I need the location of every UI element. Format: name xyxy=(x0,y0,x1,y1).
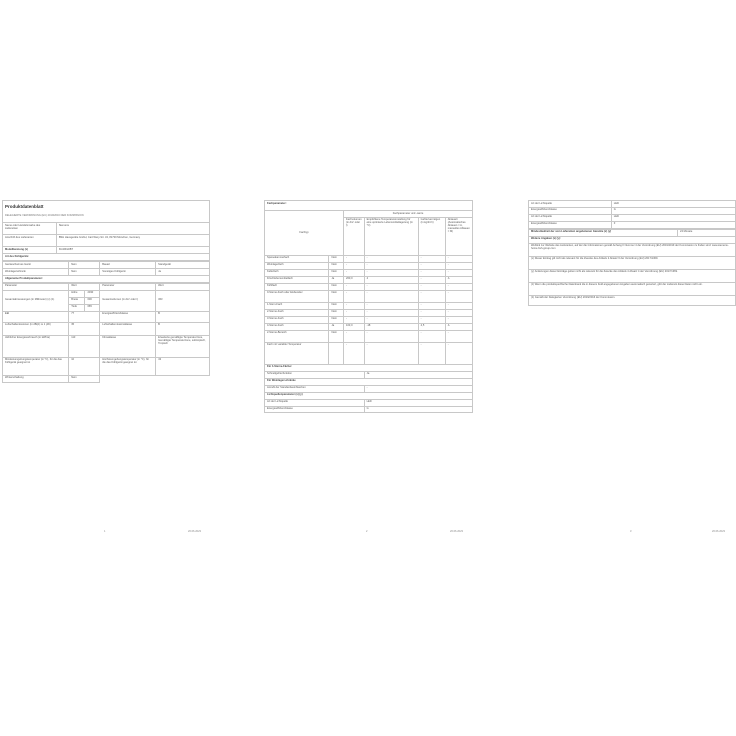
cell: A xyxy=(445,323,472,330)
header-cell: Fachvolumen (in dm³ oder l) xyxy=(344,217,365,255)
cell: - xyxy=(364,255,418,262)
section-heading: Fachparameter: xyxy=(265,201,473,211)
table-row xyxy=(3,283,210,290)
cell: F xyxy=(611,221,735,228)
cell: Fach mit variabler Temperatur xyxy=(265,342,329,364)
cell: Standgerät xyxy=(156,262,210,269)
table-row xyxy=(265,323,473,330)
cell: - xyxy=(445,342,472,364)
cell: - xyxy=(364,330,418,342)
cell: - xyxy=(445,290,472,302)
cell: Nein xyxy=(329,255,344,262)
cell: Luftschallemissionen (in dB(A) re 1 pW) xyxy=(3,322,69,335)
cell: - xyxy=(418,269,445,276)
cell: Luftschallemissionsklasse xyxy=(100,322,156,335)
page-2 xyxy=(264,200,473,413)
page-number: 3 xyxy=(630,530,632,533)
cell: 1-Stern-Fach xyxy=(265,302,329,309)
cell: Höhe xyxy=(69,290,85,297)
cell: Erweiterte gemäßigte Temperaturzone, Gemäßigte Temperaturzone, subtropisch, Tropisch xyxy=(156,335,210,357)
row-value: KG39NAIBT xyxy=(56,247,209,254)
cell: Frischlebensmittelfach xyxy=(265,276,329,283)
cell: Höchstumgebungstemperatur (in °C), für die das Kühlgerät geeignet ist xyxy=(100,357,156,375)
cell: Art der Lichtquelle xyxy=(529,201,612,208)
cell: - xyxy=(364,385,472,392)
cell: Nein xyxy=(329,316,344,323)
cell: - xyxy=(364,342,418,364)
cell: - xyxy=(418,276,445,283)
cell: 3-Sterne-Fach xyxy=(265,316,329,323)
cell: Energieeffizienzklasse xyxy=(529,207,612,214)
cell: Weinlagerschrank xyxy=(3,269,69,276)
cell: Ja xyxy=(156,269,210,276)
table-row xyxy=(265,262,473,269)
cell: Nein xyxy=(69,262,100,269)
cell: Nein xyxy=(329,330,344,342)
table-row xyxy=(265,330,473,342)
page-number: 2 xyxy=(366,530,368,533)
cell: 10 xyxy=(69,357,100,375)
cell: Energieeffizienzklasse xyxy=(100,311,156,322)
cell: Nein xyxy=(329,309,344,316)
cell: 600 xyxy=(85,297,100,304)
cell: - xyxy=(344,330,365,342)
section-heading: Art des Kühlgeräts: xyxy=(3,254,210,261)
cell: 665 xyxy=(85,304,100,311)
cell: A xyxy=(445,276,472,283)
cell: 260,0 xyxy=(344,276,365,283)
table-row xyxy=(3,335,210,357)
cell: 103,0 xyxy=(344,323,365,330)
table-row xyxy=(529,201,736,208)
cell: - xyxy=(344,342,365,364)
cell: - xyxy=(418,302,445,309)
cell: - xyxy=(364,302,418,309)
footnote: (z) Wenn die produktspezifische Datenbank die in diesem Feld angegebenen Angaben automatisch generiert, gibt der Lieferant diese Daten nicht ein. xyxy=(529,282,736,295)
cell: - xyxy=(445,269,472,276)
cell: - xyxy=(418,342,445,364)
header-cell: Gefriervermögen (in kg/24 h) xyxy=(418,217,445,255)
cell: - xyxy=(418,316,445,323)
cell: Art der Lichtquelle xyxy=(529,214,612,221)
cell: - xyxy=(445,255,472,262)
table-row xyxy=(265,342,473,364)
cell: Klimaklasse xyxy=(100,335,156,357)
cell: 363 xyxy=(156,290,210,311)
cell: - xyxy=(344,269,365,276)
cell: 43 xyxy=(156,357,210,375)
cell: B xyxy=(156,322,210,335)
cell: Geräuscharmes Gerät xyxy=(3,262,69,269)
cell: 2-Sterne-Bereich xyxy=(265,330,329,342)
cell: G xyxy=(611,207,735,214)
header-cell: Wert xyxy=(156,283,210,290)
cell: Anzahl der Standardweinflaschen xyxy=(265,385,365,392)
cell: Speisekammerfach xyxy=(265,255,329,262)
section-heading: Allgemeine Produktparameter: xyxy=(3,276,210,283)
cell: Tiefe xyxy=(69,304,85,311)
page-date: 20.06.2023 xyxy=(188,530,201,533)
cell: Breite xyxy=(69,297,85,304)
table-row xyxy=(3,247,210,254)
table-row xyxy=(265,290,473,302)
page-date: 20.06.2023 xyxy=(450,530,463,533)
cell: - xyxy=(445,262,472,269)
cell: 2-Sterne-Fach xyxy=(265,309,329,316)
cell: - xyxy=(445,330,472,342)
cell: - xyxy=(344,283,365,290)
table-row xyxy=(265,255,473,262)
cell: - xyxy=(364,283,418,290)
weblink-text: Weblink zur Website des Lieferanten, auf der die Informationen gemäß Anhang II Nummer 4 der Verordnung (EU) 2019/2019 der Kommission zu finden sind: www.siemens-home.bsh-group.com xyxy=(529,243,736,256)
cell: - xyxy=(344,316,365,323)
table-row xyxy=(265,309,473,316)
cell: - xyxy=(445,283,472,290)
table-row xyxy=(3,290,210,297)
table-row xyxy=(3,223,210,235)
cell: Kühlfach xyxy=(265,283,329,290)
cell: Nein xyxy=(329,283,344,290)
cell: - xyxy=(418,255,445,262)
table-row xyxy=(265,283,473,290)
cell: Gesamtvolumen (in dm³ oder l) xyxy=(100,290,156,311)
cell: Energieeffizienzklasse xyxy=(529,221,612,228)
light-table xyxy=(528,200,736,229)
cell: - xyxy=(344,255,365,262)
cell: - xyxy=(445,316,472,323)
cell: 4-Sterne-Fach xyxy=(265,323,329,330)
cell: Nein xyxy=(69,375,100,382)
table-row xyxy=(3,235,210,247)
cell: Nein xyxy=(329,262,344,269)
type-table xyxy=(2,261,210,283)
cell: 4 xyxy=(364,276,418,283)
cell: Schnellgefrierfunktion xyxy=(265,371,365,378)
row-label: Modellkennung (x) xyxy=(3,247,57,254)
table-row xyxy=(529,229,736,236)
cell: LED xyxy=(611,201,735,208)
cell: G xyxy=(364,406,472,413)
warranty-table xyxy=(528,229,736,306)
table-row xyxy=(529,207,736,214)
cell: - xyxy=(364,262,418,269)
cell: Sonstiges Kühlgerät xyxy=(100,269,156,276)
cell: Mindestumgebungstemperatur (in °C), für die das Kühlgerät geeignet ist xyxy=(3,357,69,375)
table-row xyxy=(3,322,210,335)
cell: - xyxy=(418,330,445,342)
section-heading: Für 4-Sterne-Fächer xyxy=(265,364,473,371)
cell: LED xyxy=(611,214,735,221)
cell: - xyxy=(364,269,418,276)
cell: Jährlicher Energieverbrauch (in kWh/a) xyxy=(3,335,69,357)
cell: Ja xyxy=(329,276,344,283)
cell: Art der Lichtquelle xyxy=(265,399,365,406)
footnote: (x) Dieser Eintrag gilt nicht als relevant für die Zwecke des Artikels 2 Absatz 6 der Verordnung (EU) 2017/1369. xyxy=(529,256,736,269)
cell: Energieeffizienzklasse xyxy=(265,406,365,413)
row-label: Name oder Handelsmarke des Lieferanten xyxy=(3,223,57,235)
cell: Winterschaltung xyxy=(3,375,69,382)
table-row xyxy=(265,406,473,413)
cell: Nein xyxy=(329,269,344,276)
table-row xyxy=(265,399,473,406)
table-row xyxy=(3,311,210,322)
page-1-title: Produktdatenblatt xyxy=(2,200,210,213)
page-date: 20.06.2023 xyxy=(712,530,725,533)
cell: - xyxy=(418,309,445,316)
cell: Nein xyxy=(329,302,344,309)
cell: - xyxy=(344,302,365,309)
table-row xyxy=(529,214,736,221)
table-row xyxy=(265,269,473,276)
cell: - xyxy=(364,309,418,316)
table-row xyxy=(265,211,473,218)
cell: Nein xyxy=(329,290,344,302)
page-1 xyxy=(2,200,210,383)
cell: Bauart xyxy=(100,262,156,269)
row-value: BSH Hausgeräte GmbH, Carl-Wery-Str. 34, 81739 München, Germany xyxy=(56,235,209,247)
section-heading: Weitere Angaben (x) (y): xyxy=(529,236,736,243)
table-row xyxy=(265,276,473,283)
cell: B xyxy=(156,311,210,322)
cell: -18 xyxy=(364,323,418,330)
table-row xyxy=(3,262,210,269)
cell: - xyxy=(418,283,445,290)
header-cell: Parameter xyxy=(100,283,156,290)
cell: - xyxy=(418,262,445,269)
table-row xyxy=(3,375,210,382)
table-row xyxy=(3,357,210,375)
cell: EEI xyxy=(3,311,69,322)
compartment-table xyxy=(264,200,473,413)
cell: - xyxy=(344,309,365,316)
cell: LED xyxy=(364,399,472,406)
section-heading: Lichtquellenparameter (x) (y) xyxy=(265,392,473,399)
cell: 35 xyxy=(69,322,100,335)
cell: Kellerfach xyxy=(265,269,329,276)
header-cell: Empfohlene Temperatureinstellung für eine optimierte Lebensmittellagerung (in °C) xyxy=(364,217,418,255)
cell: - xyxy=(344,290,365,302)
header-cell: Parameter xyxy=(3,283,69,290)
section-heading: Für Weinlagerschränke xyxy=(265,378,473,385)
table-row xyxy=(265,302,473,309)
cell: Mindestlaufzeit der vom Lieferanten angebotenen Garantie (x) (y) xyxy=(529,229,678,236)
cell: - xyxy=(364,316,418,323)
table-row xyxy=(529,221,736,228)
cell: - xyxy=(418,290,445,302)
page-3 xyxy=(528,200,736,306)
header-cell: Abtauart (Automatisches Abtauen = A, manuelles Abtauen = M) xyxy=(445,217,472,255)
header-cell: Wert xyxy=(69,283,100,290)
cell: 0-Sterne-Fach oder Eisbereiter xyxy=(265,290,329,302)
cell: Ja xyxy=(364,371,472,378)
cell: Ja xyxy=(329,323,344,330)
cell: Gesamtabmessungen (in Millimeter) (x) (1) xyxy=(3,290,69,311)
cell: - xyxy=(364,290,418,302)
footnote: (y) Änderungen dieser Einträge gelten nicht als relevant für die Zwecke des Artikels 4 Absatz 4 der Verordnung (EU) 2017/1369. xyxy=(529,269,736,282)
page-number: 1 xyxy=(104,530,106,533)
params-table xyxy=(2,283,210,383)
cell: 2030 xyxy=(85,290,100,297)
cell: 4,5 xyxy=(418,323,445,330)
cell: Weinlagerfach xyxy=(265,262,329,269)
table-row xyxy=(265,371,473,378)
cell: 113 xyxy=(69,335,100,357)
header-cell: Fachtyp xyxy=(265,211,344,256)
cell: - xyxy=(445,309,472,316)
cell xyxy=(329,342,344,364)
table-row xyxy=(265,385,473,392)
cell: 77 xyxy=(69,311,100,322)
row-value: Siemens xyxy=(56,223,209,235)
supplier-table xyxy=(2,222,210,261)
cell: 24 Monate xyxy=(678,229,736,236)
cell: - xyxy=(445,302,472,309)
table-row xyxy=(3,269,210,276)
row-label: Anschrift des Lieferanten xyxy=(3,235,57,247)
header-cell: Fachparameter und -werte xyxy=(344,211,473,218)
footnote: (1) Gemäß der Delegierten Verordnung (EU) 2019/2016 der Kommission. xyxy=(529,295,736,305)
cell: Nein xyxy=(69,269,100,276)
table-row xyxy=(265,316,473,323)
cell: - xyxy=(344,262,365,269)
page-1-subtitle: DELEGIERTE VERORDNUNG (EU) 2019/2016 DER KOMMISSION xyxy=(2,213,210,222)
